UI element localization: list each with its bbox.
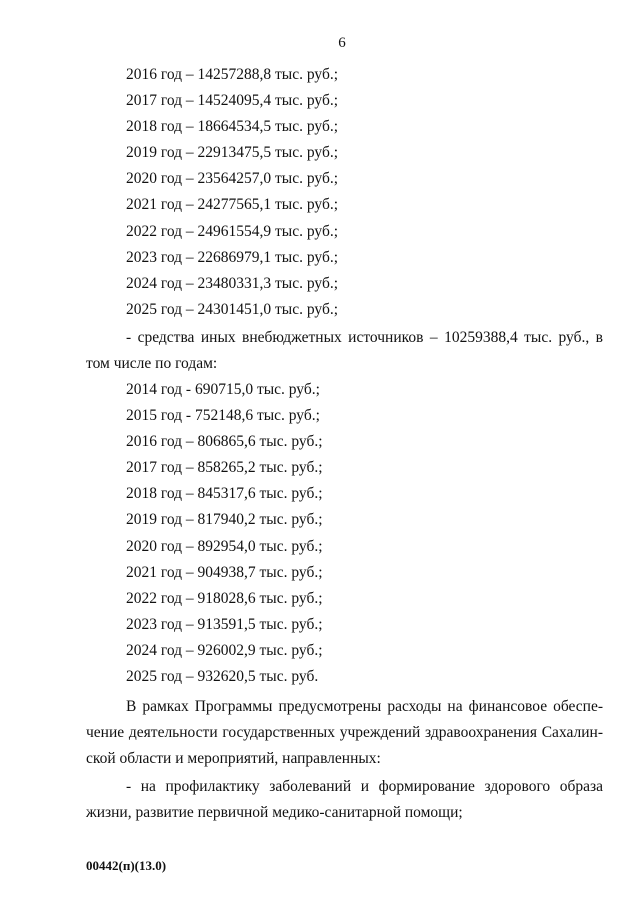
other-sources-year-item: 2015 год - 752148,6 тыс. руб.; (126, 407, 320, 425)
paragraph-prevention (86, 774, 603, 826)
page-number: 6 (338, 35, 346, 51)
other-sources-year-item: 2024 год – 926002,9 тыс. руб.; (126, 641, 323, 659)
paragraph-other-sources (86, 325, 603, 377)
other-sources-year-item: 2020 год – 892954,0 тыс. руб.; (126, 537, 323, 555)
budget-year-item: 2024 год – 23480331,3 тыс. руб.; (126, 274, 339, 292)
document-footer-code: 00442(п)(13.0) (86, 858, 167, 873)
budget-year-item: 2022 год – 24961554,9 тыс. руб.; (126, 222, 339, 240)
other-sources-year-item: 2014 год - 690715,0 тыс. руб.; (126, 381, 320, 398)
budget-by-year-list (126, 62, 338, 323)
other-sources-year-item: 2023 год – 913591,5 тыс. руб.; (126, 615, 323, 633)
other-sources-year-item: 2017 год – 858265,2 тыс. руб.; (126, 459, 323, 477)
paragraph-other-sources-text: - средства иных внебюджетных источников – 10259388,4 тыс. руб., в том числе по годам: (86, 329, 603, 372)
budget-year-item: 2017 год – 14524095,4 тыс. руб.; (126, 92, 339, 110)
budget-year-item: 2020 год – 23564257,0 тыс. руб.; (126, 170, 339, 188)
paragraph-prevention-text: - на профилактику заболеваний и формирование здорового образа жизни, развитие первичной медико-санитарной помощи; (86, 778, 603, 821)
other-sources-year-item: 2016 год – 806865,6 тыс. руб.; (126, 433, 323, 451)
other-sources-year-item: 2021 год – 904938,7 тыс. руб.; (126, 563, 323, 581)
budget-year-item: 2021 год – 24277565,1 тыс. руб.; (126, 196, 339, 214)
other-sources-year-item: 2025 год – 932620,5 тыс. руб. (126, 668, 319, 686)
paragraph-program-expenses-text: В рамках Программы предусмотрены расходы на финансовое обеспе-чение деятельности государственных учреждений здравоохранения Сахалин-ской области и мероприятий, направленных: (86, 698, 603, 767)
other-sources-by-year-list (126, 377, 323, 690)
budget-year-item: 2016 год – 14257288,8 тыс. руб.; (126, 66, 339, 83)
budget-year-item: 2023 год – 22686979,1 тыс. руб.; (126, 248, 339, 266)
paragraph-program-expenses (86, 694, 603, 772)
other-sources-year-item: 2018 год – 845317,6 тыс. руб.; (126, 485, 323, 503)
budget-year-item: 2025 год – 24301451,0 тыс. руб.; (126, 300, 339, 318)
other-sources-year-item: 2022 год – 918028,6 тыс. руб.; (126, 589, 323, 607)
other-sources-year-item: 2019 год – 817940,2 тыс. руб.; (126, 511, 323, 529)
budget-year-item: 2019 год – 22913475,5 тыс. руб.; (126, 144, 339, 162)
budget-year-item: 2018 год – 18664534,5 тыс. руб.; (126, 118, 339, 136)
